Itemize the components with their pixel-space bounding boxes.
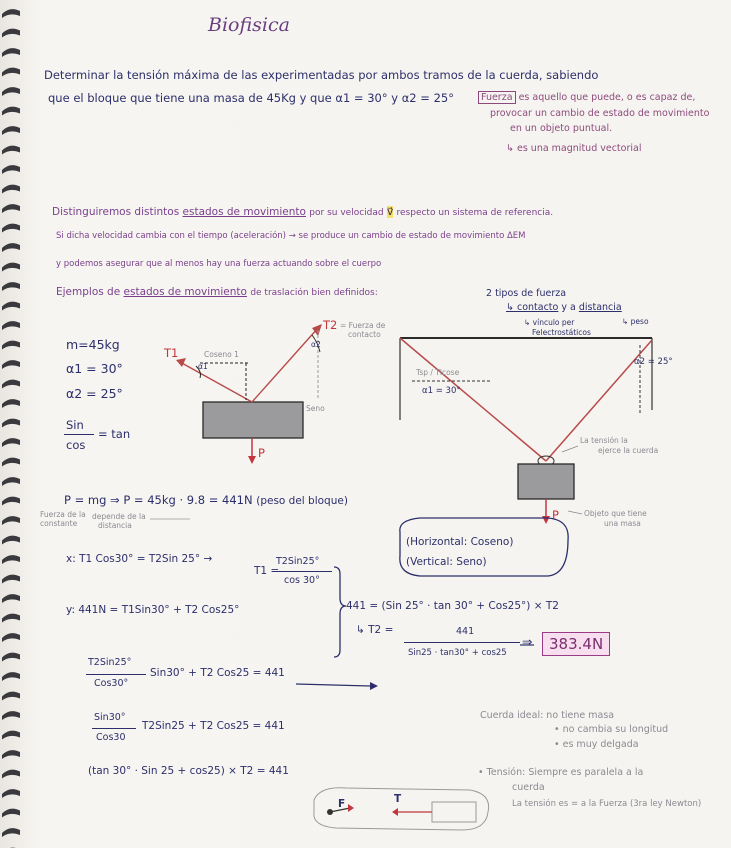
diagram-1 (176, 324, 322, 464)
t1-den: cos 30° (284, 575, 320, 586)
ratio-eq: = tan (98, 427, 131, 441)
block-1 (203, 402, 303, 438)
theory-1c: por su velocidad (309, 208, 384, 218)
peso-note: (peso del bloque) (256, 495, 348, 507)
distance-sub: ↳ peso (622, 317, 649, 326)
bottom-t-label: T (394, 793, 402, 805)
bottom-f-label: F (338, 798, 346, 810)
fuerza-note (478, 92, 695, 103)
sub2-num: Sin30° (94, 712, 126, 723)
force-types-row (506, 302, 622, 313)
d1-t2-note-1: = Fuerza de (340, 321, 386, 330)
ratio-num: Sin (66, 418, 84, 432)
fuerza-line-4: ↳ es una magnitud vectorial (506, 143, 642, 154)
contact-sub-2: Felectrostáticos (532, 328, 591, 337)
theory-4b: estados de movimiento (123, 286, 247, 298)
d1-t1-label: T1 (164, 346, 179, 360)
d2-alpha-1: α1 = 30° (422, 386, 461, 396)
t1-eq-label: T1 = (254, 565, 280, 577)
y-equation: y: 441N = T1Sin30° + T2 Cos25° (66, 604, 240, 616)
peso-side-2: constante (40, 519, 78, 528)
rope-left (400, 338, 546, 461)
diagram-2 (400, 338, 652, 524)
velocity-vector: v⃗ (386, 206, 394, 218)
tension-note-2: cuerda (512, 782, 545, 793)
problem-line-1: Determinar la tensión máxima de las experimentadas por ambos tramos de la cuerda, sabiendo (44, 68, 599, 82)
arrow-line (296, 684, 370, 686)
x-equation: x: T1 Cos30° = T2Sin 25° → (66, 553, 213, 565)
theory-1e: respecto un sistema de referencia. (396, 208, 554, 218)
theory-4a: Ejemplos de (56, 286, 121, 298)
force-y: y a (561, 302, 576, 313)
d2-obj-note-1: Objeto que tiene (584, 509, 647, 518)
t1-num: T2Sin25° (276, 556, 320, 567)
peso-side-1: Fuerza de la (40, 510, 86, 519)
big-den: Sin25 · tan30° + cos25 (408, 648, 507, 658)
theory-line-3: y podemos asegurar que al menos hay una fuerza actuando sobre el cuerpo (56, 259, 382, 269)
theory-1a: Distinguiremos distintos (52, 206, 180, 218)
sub1-den: Cos30° (94, 678, 129, 689)
sub1-rest: Sin30° + T2 Cos25 = 441 (150, 667, 285, 679)
theory-line-1 (52, 206, 553, 218)
d2-alpha-2: α2 = 25° (634, 357, 673, 367)
rope-t1 (180, 362, 252, 402)
peso-side-4: distancia (98, 521, 132, 530)
result-arrow: ⇒ (522, 634, 533, 649)
d1-t2-label: T2 (323, 318, 338, 332)
big-eq-2: ↳ T2 = (356, 624, 394, 636)
given-mass: m=45kg (66, 337, 120, 352)
curly-brace (334, 567, 346, 657)
problem-line-2: que el bloque que tiene una masa de 45Kg y que α1 = 30° y α2 = 25° (48, 91, 454, 105)
d2-p-label: P (552, 508, 559, 522)
tension-note-1: • Tensión: Siempre es paralela a la (478, 767, 644, 778)
fuerza-word: Fuerza (478, 91, 516, 104)
force-types-head: 2 tipos de fuerza (486, 288, 567, 299)
theory-line-2: Si dicha velocidad cambia con el tiempo (aceleración) → se produce un cambio de estado de movimiento ΔEM (56, 231, 526, 241)
d1-seno: Seno (306, 404, 325, 413)
theory-1b: estados de movimiento (182, 206, 306, 218)
bubble-horizontal: (Horizontal: Coseno) (406, 536, 514, 548)
d2-rope-note-2: ejerce la cuerda (598, 446, 659, 455)
given-alpha-1: α1 = 30° (66, 361, 123, 376)
sub2-rest: T2Sin25 + T2 Cos25 = 441 (142, 720, 285, 732)
fuerza-line-3: en un objeto puntual. (510, 123, 613, 134)
bubble-vertical: (Vertical: Seno) (406, 556, 487, 568)
force-contact: ↳ contacto (506, 302, 559, 313)
page-title: Biofisica (208, 14, 290, 36)
big-num: 441 (456, 626, 475, 637)
sub3: (tan 30° · Sin 25 + cos25) × T2 = 441 (88, 765, 289, 777)
peso-equation (64, 493, 348, 507)
peso-side-3: depende de la (92, 512, 146, 521)
big-eq-1: 441 = (Sin 25° · tan 30° + Cos25°) × T2 (346, 600, 559, 612)
d2-rope-note-1: La tensión la (580, 436, 628, 445)
peso-eq: P = mg ⇒ P = 45kg · 9.8 = 441N (64, 493, 253, 507)
block-2 (518, 464, 574, 499)
ratio-den: cos (66, 438, 86, 452)
sub1-num: T2Sin25° (88, 657, 132, 668)
fuerza-line-1: es aquello que puede, o es capaz de, (518, 92, 696, 103)
theory-line-4 (56, 286, 378, 298)
force-distance: distancia (578, 302, 622, 313)
rope-note-head: Cuerda ideal: no tiene masa (480, 710, 615, 721)
d1-alpha-2: α2 (311, 340, 321, 349)
d2-obj-note-2: una masa (604, 519, 641, 528)
rope-note-b2: • es muy delgada (554, 739, 639, 750)
theory-4c: de traslación bien definidos: (250, 288, 378, 298)
rope-t2 (252, 328, 318, 402)
d1-t2-note-2: contacto (348, 330, 381, 339)
result-box: 383.4N (542, 632, 610, 656)
given-alpha-2: α2 = 25° (66, 386, 123, 401)
d1-cos-label: Coseno 1 (204, 350, 239, 359)
fuerza-line-2: provocar un cambio de estado de movimiento (490, 108, 710, 119)
d1-alpha-1: α1 (198, 362, 208, 371)
d2-horiz: Tsp / Tlcose (416, 368, 460, 377)
d1-p-label: P (258, 446, 265, 460)
sub2-den: Cos30 (96, 732, 126, 743)
tension-note-3: La tensión es = a la Fuerza (3ra ley Newton) (512, 799, 702, 809)
rope-note-b1: • no cambia su longitud (554, 724, 669, 735)
contact-sub: ↳ vínculo per (524, 318, 575, 327)
